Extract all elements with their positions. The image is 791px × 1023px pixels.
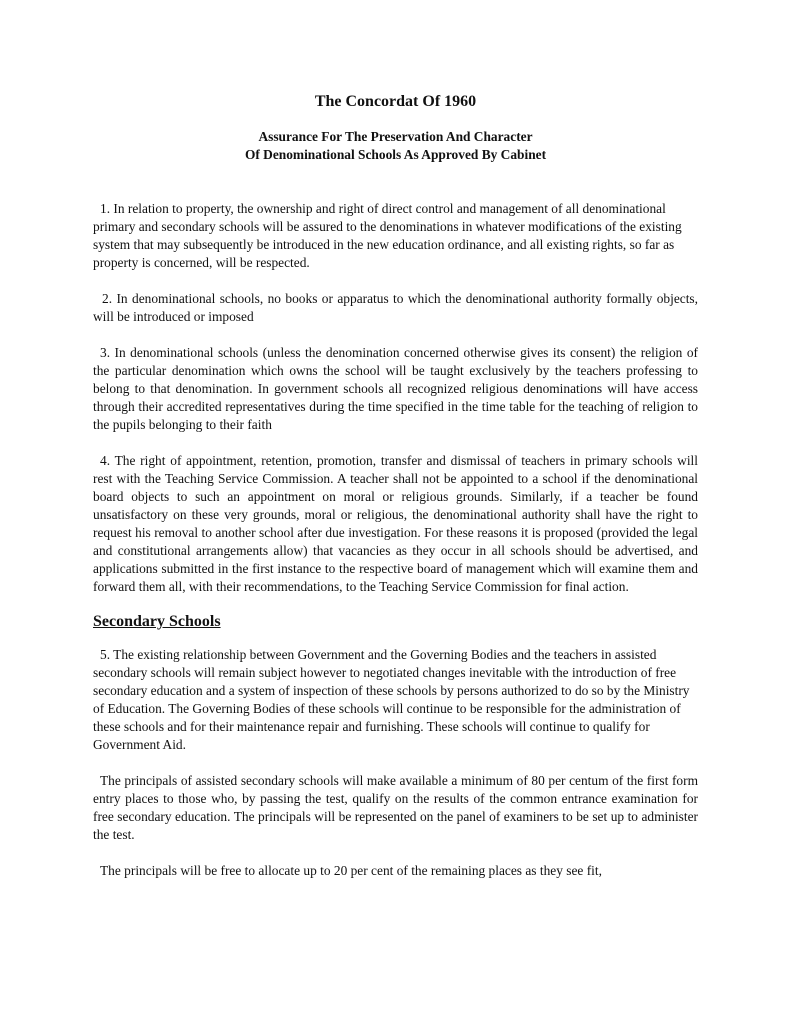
paragraph-2: 2. In denominational schools, no books or apparatus to which the denominational authority formally objects, will be introduced or imposed	[93, 291, 698, 324]
section-heading-secondary-schools: Secondary Schools	[93, 613, 221, 630]
paragraph-principals-entry-places: The principals of assisted secondary schools will make available a minimum of 80 per centum of the first form entry places to those who, by passing the test, qualify on the results of the common entrance examination for free secondary education. The principals will be represented on the panel of examiners to be set up to administer the test.	[93, 773, 698, 842]
document-title: The Concordat Of 1960	[314, 93, 477, 110]
paragraph-principals-remaining-places: The principals will be free to allocate up to 20 per cent of the remaining places as they see fit,	[100, 863, 602, 878]
paragraph-5: 5. The existing relationship between Government and the Governing Bodies and the teachers in assisted secondary schools will remain subject however to negotiated changes inevitable with the introduction of free secondary education and a system of inspection of these schools by persons authorized to do so by the Ministry of Education. The Governing Bodies of these schools will continue to be responsible for the administration of these schools and for their maintenance repair and furnishing. These schools will continue to qualify for Government Aid.	[93, 647, 690, 752]
paragraph-4: 4. The right of appointment, retention, promotion, transfer and dismissal of teachers in primary schools will rest with the Teaching Service Commission. A teacher shall not be appointed to a school if the denominational board objects to such an appointment on moral or religious grounds. Similarly, if a teacher be found unsatisfactory on these very grounds, moral or religious, the denominational authority shall have the right to request his removal to another school after due investigation. For these reasons it is proposed (provided the legal and constitutional arrangements allow) that vacancies as they occur in all schools should be advertised, and applications submitted in the first instance to the respective board of management which will examine them and forward them all, with their recommendations, to the Teaching Service Commission for final action.	[93, 453, 698, 594]
paragraph-1: 1. In relation to property, the ownership and right of direct control and management of all denominational primary and secondary schools will be assured to the denominations in whatever modifications of the existing system that may subsequently be introduced in the new education ordinance, and all existing rights, so far as property is concerned, will be respected.	[93, 201, 682, 270]
paragraph-3: 3. In denominational schools (unless the denomination concerned otherwise gives its consent) the religion of the particular denomination which owns the school will be taught exclusively by the teachers professing to belong to that denomination. In government schools all recognized religious denominations will have access through their accredited representatives during the time specified in the time table for the teaching of religion to the pupils belonging to their faith	[93, 345, 698, 432]
document-subtitle-line-2: Of Denominational Schools As Approved By Cabinet	[244, 147, 547, 162]
document-page	[93, 92, 698, 880]
document-subtitle-line-1: Assurance For The Preservation And Character	[258, 129, 533, 144]
